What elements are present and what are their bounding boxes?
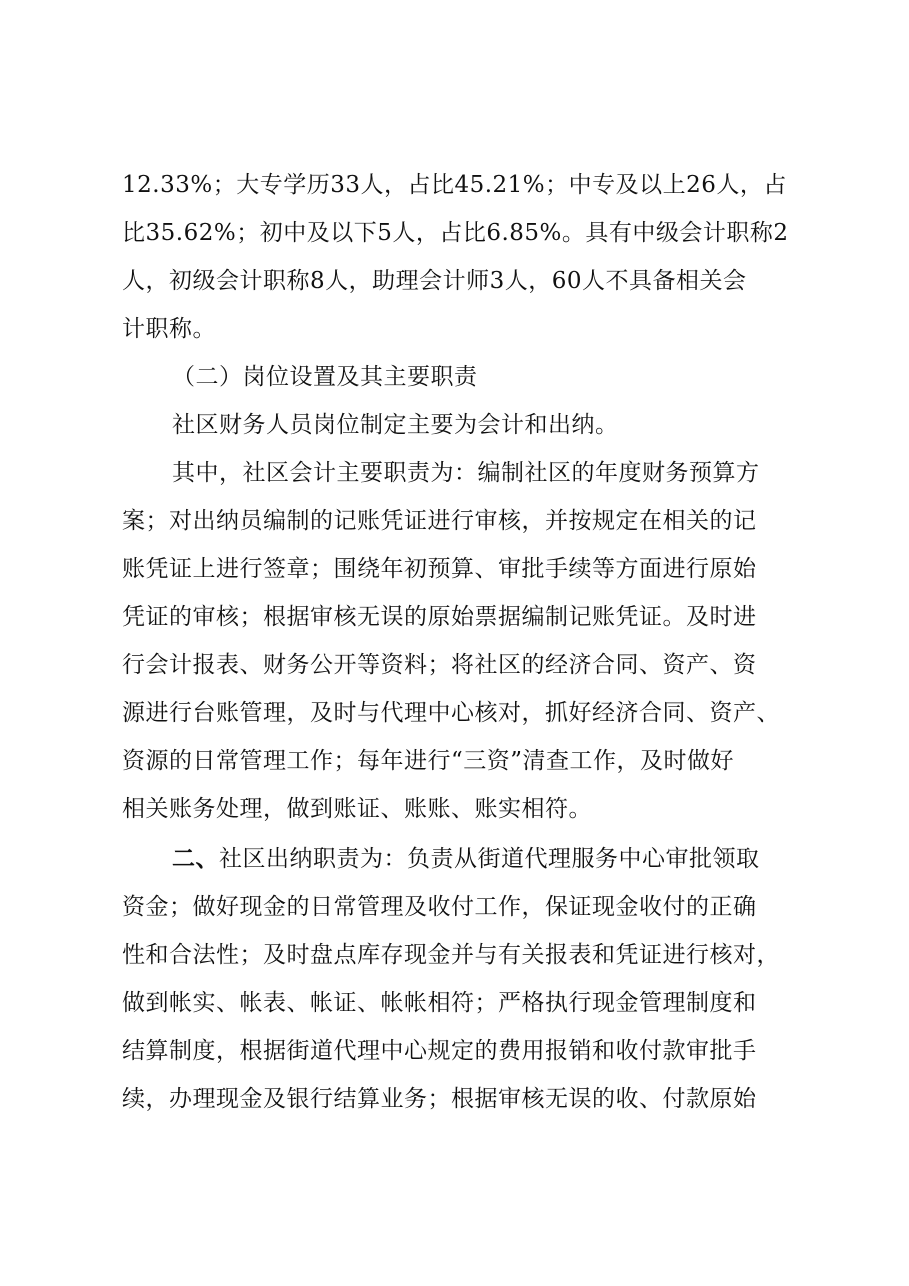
text-line: 行会计报表、财务公开等资料；将社区的经济合同、资产、资: [122, 652, 757, 678]
section-heading: （二）岗位设置及其主要职责: [172, 364, 478, 390]
text-line: 人，初级会计职称8人，助理会计师3人，60人不具备相关会: [122, 268, 747, 294]
text-line: 账凭证上进行签章；围绕年初预算、审批手续等方面进行原始: [122, 556, 757, 582]
text-line: 凭证的审核；根据审核无误的原始票据编制记账凭证。及时进: [122, 604, 757, 630]
section-number: 二、: [172, 846, 219, 872]
text-line: 结算制度，根据街道代理中心规定的费用报销和收付款审批手: [122, 1038, 757, 1064]
text-line: 比35.62%；初中及以下5人，占比6.85%。具有中级会计职称2: [122, 220, 789, 246]
text-line: 资金；做好现金的日常管理及收付工作，保证现金收付的正确: [122, 894, 757, 920]
text-line: 资源的日常管理工作；每年进行“三资”清查工作，及时做好: [122, 748, 735, 774]
text-line: 12.33%；大专学历33人，占比45.21%；中专及以上26人，占: [122, 172, 787, 198]
text-line: [172, 844, 852, 874]
text-line: 相关账务处理，做到账证、账账、账实相符。: [122, 796, 592, 822]
text-line: 性和合法性；及时盘点库存现金并与有关报表和凭证进行核对，: [122, 942, 780, 968]
text-line: 案；对出纳员编制的记账凭证进行审核，并按规定在相关的记: [122, 508, 757, 534]
text-line: 源进行台账管理，及时与代理中心核对，抓好经济合同、资产、: [122, 700, 780, 726]
text-line: 计职称。: [122, 316, 216, 342]
text-line: 做到帐实、帐表、帐证、帐帐相符；严格执行现金管理制度和: [122, 990, 757, 1016]
text-line: 社区财务人员岗位制定主要为会计和出纳。: [172, 412, 619, 438]
text-run: 社区出纳职责为：负责从街道代理服务中心审批领取: [219, 846, 760, 872]
text-line: 其中，社区会计主要职责为：编制社区的年度财务预算方: [172, 460, 760, 486]
text-line: 续，办理现金及银行结算业务；根据审核无误的收、付款原始: [122, 1086, 757, 1112]
